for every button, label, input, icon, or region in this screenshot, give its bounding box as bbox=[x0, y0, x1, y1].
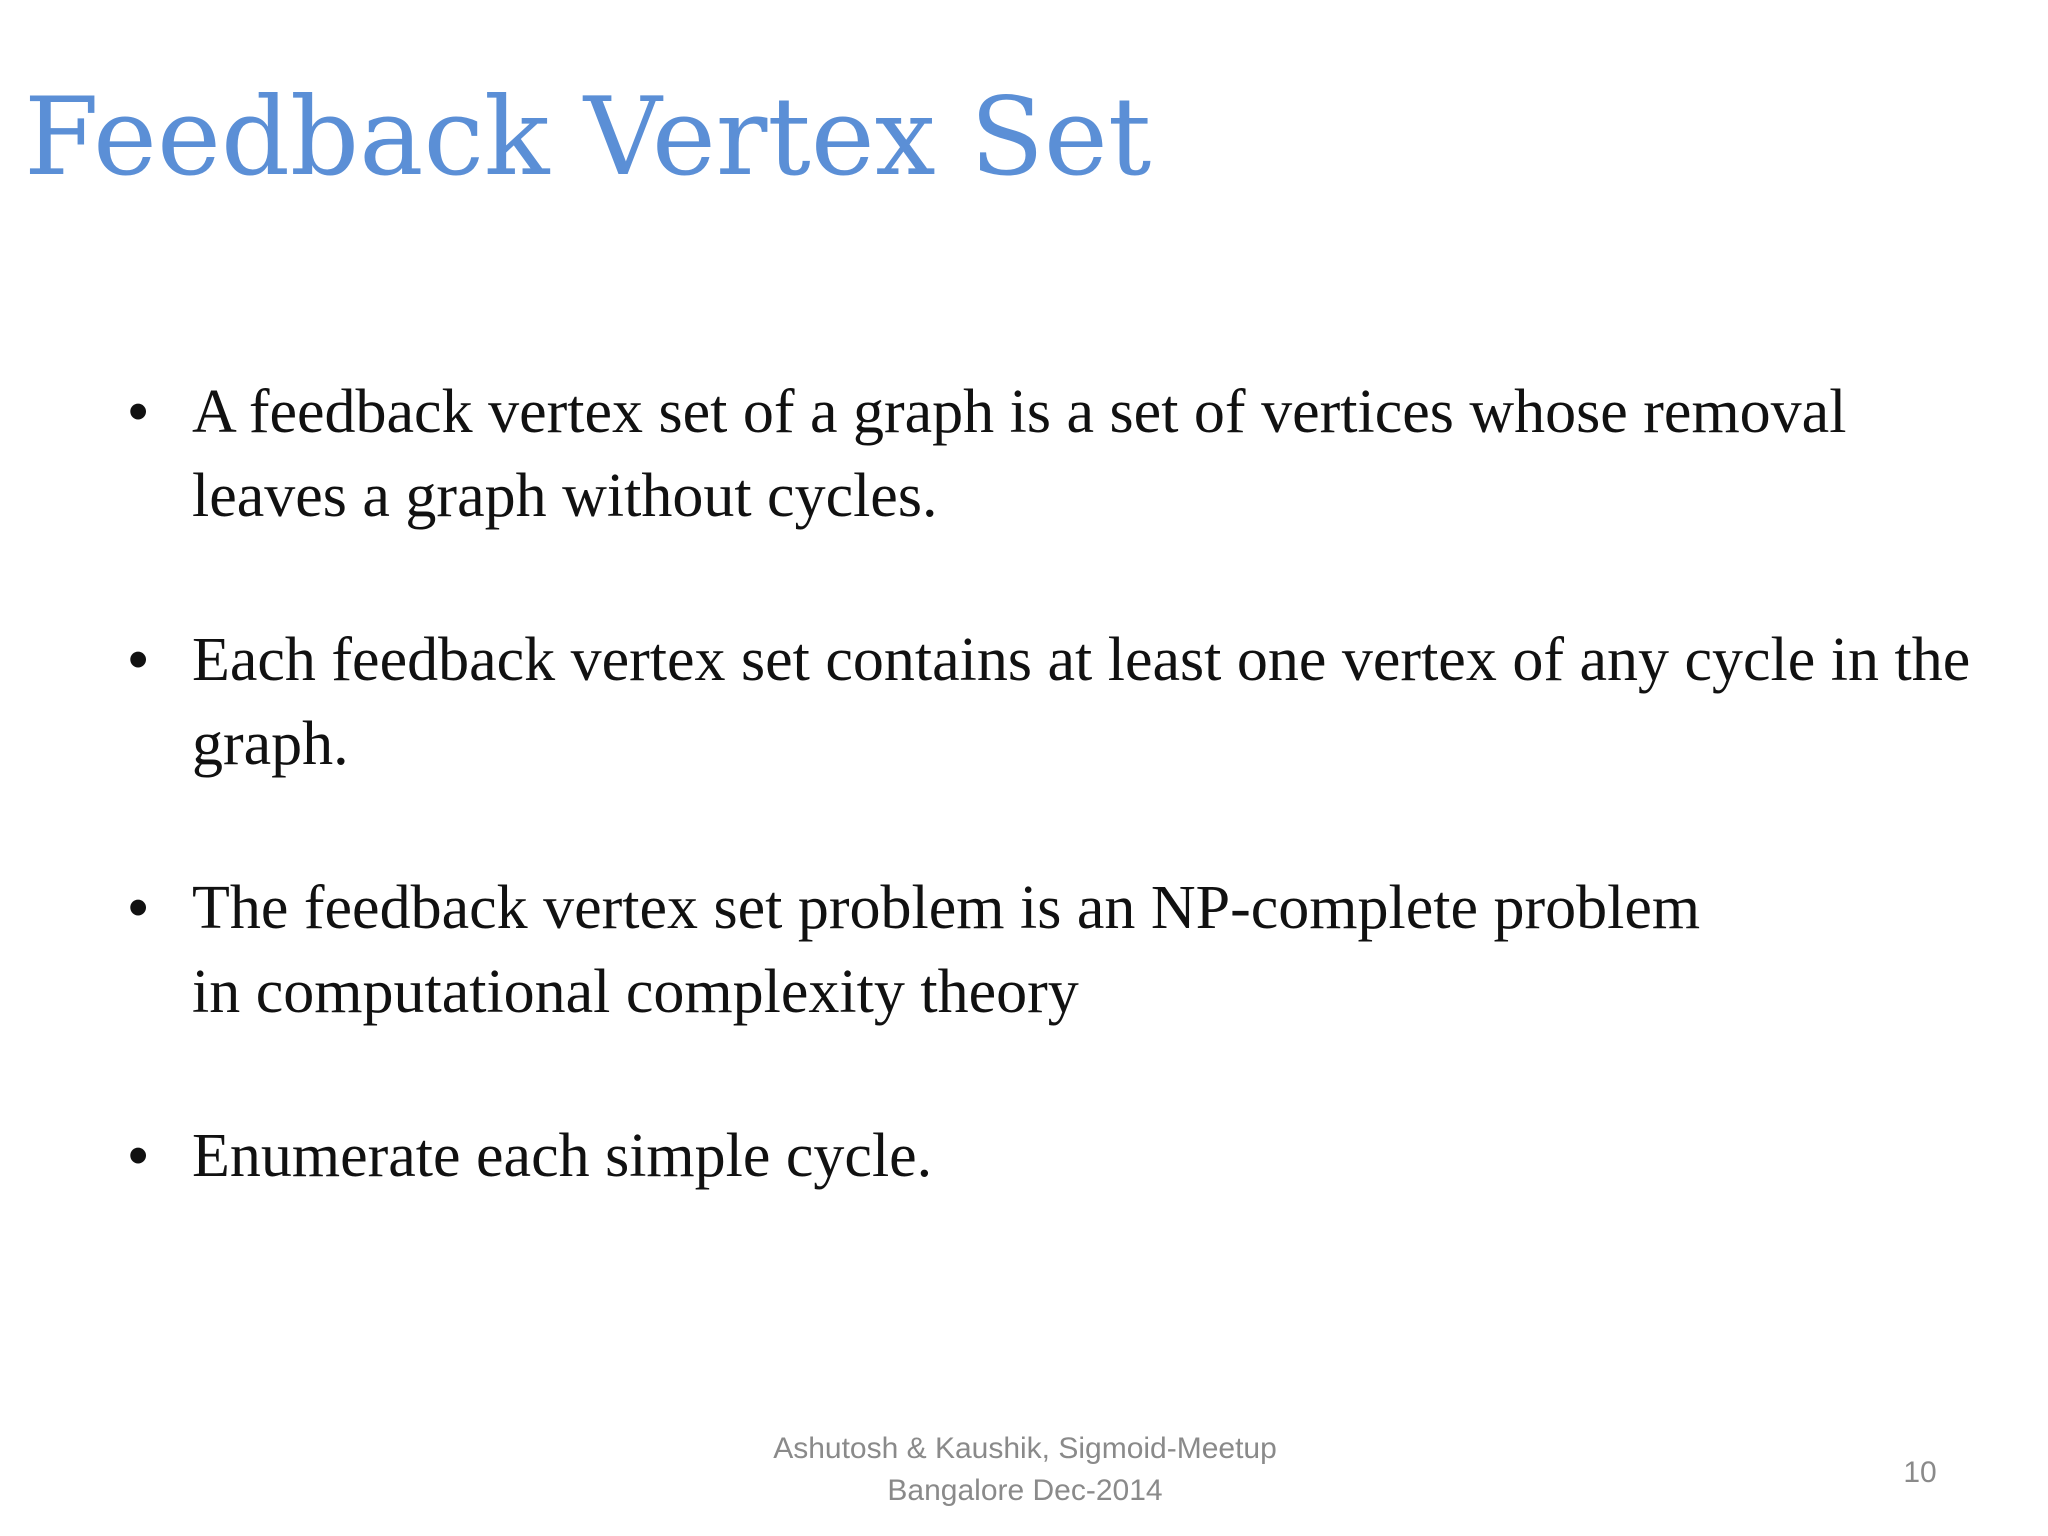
slide-footer bbox=[700, 1428, 1350, 1512]
page-number: 10 bbox=[1903, 1456, 1937, 1489]
bullet-text-line: leaves a graph without cycles. bbox=[192, 462, 938, 530]
bullet-item bbox=[120, 1114, 2000, 1198]
bullet-text-line: Enumerate each simple cycle. bbox=[192, 1122, 933, 1190]
footer-authors: Ashutosh & Kaushik, Sigmoid-Meetup bbox=[773, 1432, 1277, 1465]
bullet-text-line: in computational complexity theory bbox=[192, 958, 1079, 1026]
bullet-item bbox=[120, 370, 2000, 538]
bullet-icon: • bbox=[128, 379, 149, 444]
footer-venue: Bangalore Dec-2014 bbox=[887, 1474, 1163, 1507]
bullet-icon: • bbox=[128, 1123, 149, 1188]
bullet-item bbox=[120, 866, 2000, 1034]
bullet-icon: • bbox=[128, 875, 149, 940]
bullet-text-line: graph. bbox=[192, 710, 349, 778]
bullet-item bbox=[120, 618, 2000, 786]
bullet-text-line: A feedback vertex set of a graph is a set of vertices whose removal bbox=[192, 378, 1847, 446]
bullet-text-line: The feedback vertex set problem is an NP-complete problem bbox=[192, 874, 1701, 942]
bullet-text-line: Each feedback vertex set contains at least one vertex of any cycle in the bbox=[192, 626, 1971, 694]
bullet-list bbox=[120, 370, 2000, 1198]
slide-title: Feedback Vertex Set bbox=[24, 75, 1152, 200]
bullet-icon: • bbox=[128, 627, 149, 692]
